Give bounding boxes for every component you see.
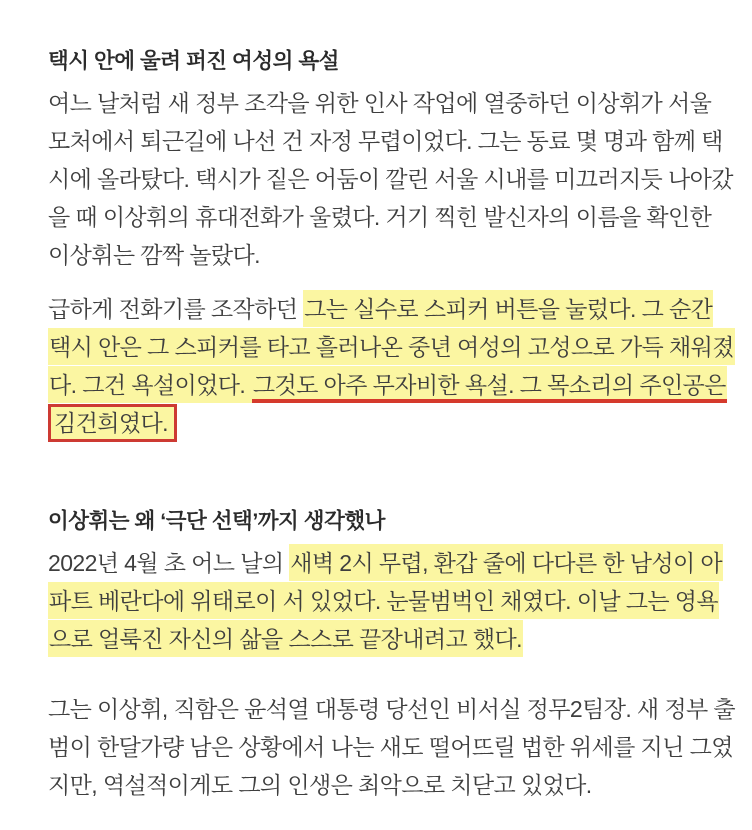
text-line [48, 404, 714, 442]
text-segment: 그는 이상휘, 직함은 윤석열 대통령 당선인 비서실 정무2팀장. 새 정부 출 [48, 696, 735, 722]
paragraph [48, 544, 723, 658]
text-segment: 이상휘는 깜짝 놀랐다. [48, 242, 260, 268]
text-line [48, 328, 734, 366]
text-line [48, 582, 718, 620]
text-segment: 지만, 역설적이게도 그의 인생은 최악으로 치닫고 있었다. [48, 772, 592, 798]
text-segment: 시에 올라탔다. 택시가 짙은 어둠이 깔린 서울 시내를 미끄러지듯 나아갔 [48, 166, 733, 192]
text-segment: 모처에서 퇴근길에 나선 건 자정 무렵이었다. 그는 동료 몇 명과 함께 택 [48, 128, 723, 154]
text-line [48, 728, 733, 766]
text-segment: 급하게 전화기를 조작하던 [48, 296, 304, 322]
highlighted-underlined-segment: 그것도 아주 무자비한 욕설. 그 목소리의 주인공은 [252, 366, 727, 403]
text-segment: 을 때 이상휘의 휴대전화가 울렸다. 거기 찍힌 발신자의 이름을 확인한 [48, 204, 712, 230]
paragraph [48, 290, 734, 442]
paragraph [48, 84, 733, 274]
section-heading: 이상휘는 왜 ‘극단 선택’까지 생각했나 [48, 509, 385, 533]
highlighted-segment: 으로 얼룩진 자신의 삶을 스스로 끝장내려고 했다. [48, 620, 523, 657]
text-line [48, 236, 714, 274]
text-segment: 범이 한달가량 남은 상황에서 나는 새도 떨어뜨릴 법한 위세를 지닌 그였 [48, 734, 733, 760]
text-segment: 여느 날처럼 새 정부 조각을 위한 인사 작업에 열중하던 이상휘가 서울 [48, 90, 712, 116]
text-line [48, 544, 723, 582]
text-segment: 2022년 4월 초 어느 날의 [48, 550, 290, 576]
text-line [48, 198, 714, 236]
highlighted-segment: 택시 안은 그 스피커를 타고 흘러나온 중년 여성의 고성으로 가득 채워졌 [48, 328, 735, 365]
highlighted-segment: 새벽 2시 무렵, 환갑 줄에 다다른 한 남성이 아 [289, 544, 723, 581]
text-line [48, 766, 714, 804]
text-line [48, 620, 714, 658]
highlighted-segment: 파트 베란다에 위태로이 서 있었다. 눈물범벅인 채였다. 이날 그는 영욕 [48, 582, 719, 619]
text-line [48, 290, 714, 328]
paragraph [48, 690, 735, 804]
text-line [48, 84, 714, 122]
text-line [48, 122, 723, 160]
highlighted-boxed-segment: 김건희였다. [48, 404, 177, 442]
text-line [48, 690, 735, 728]
text-line [48, 160, 733, 198]
text-line [48, 366, 726, 404]
highlighted-segment: 그는 실수로 스피커 버튼을 눌렀다. 그 순간 [303, 290, 713, 327]
section-heading: 택시 안에 울려 퍼진 여성의 욕설 [48, 49, 339, 73]
highlighted-segment: 다. 그건 욕설이었다. [48, 366, 252, 403]
